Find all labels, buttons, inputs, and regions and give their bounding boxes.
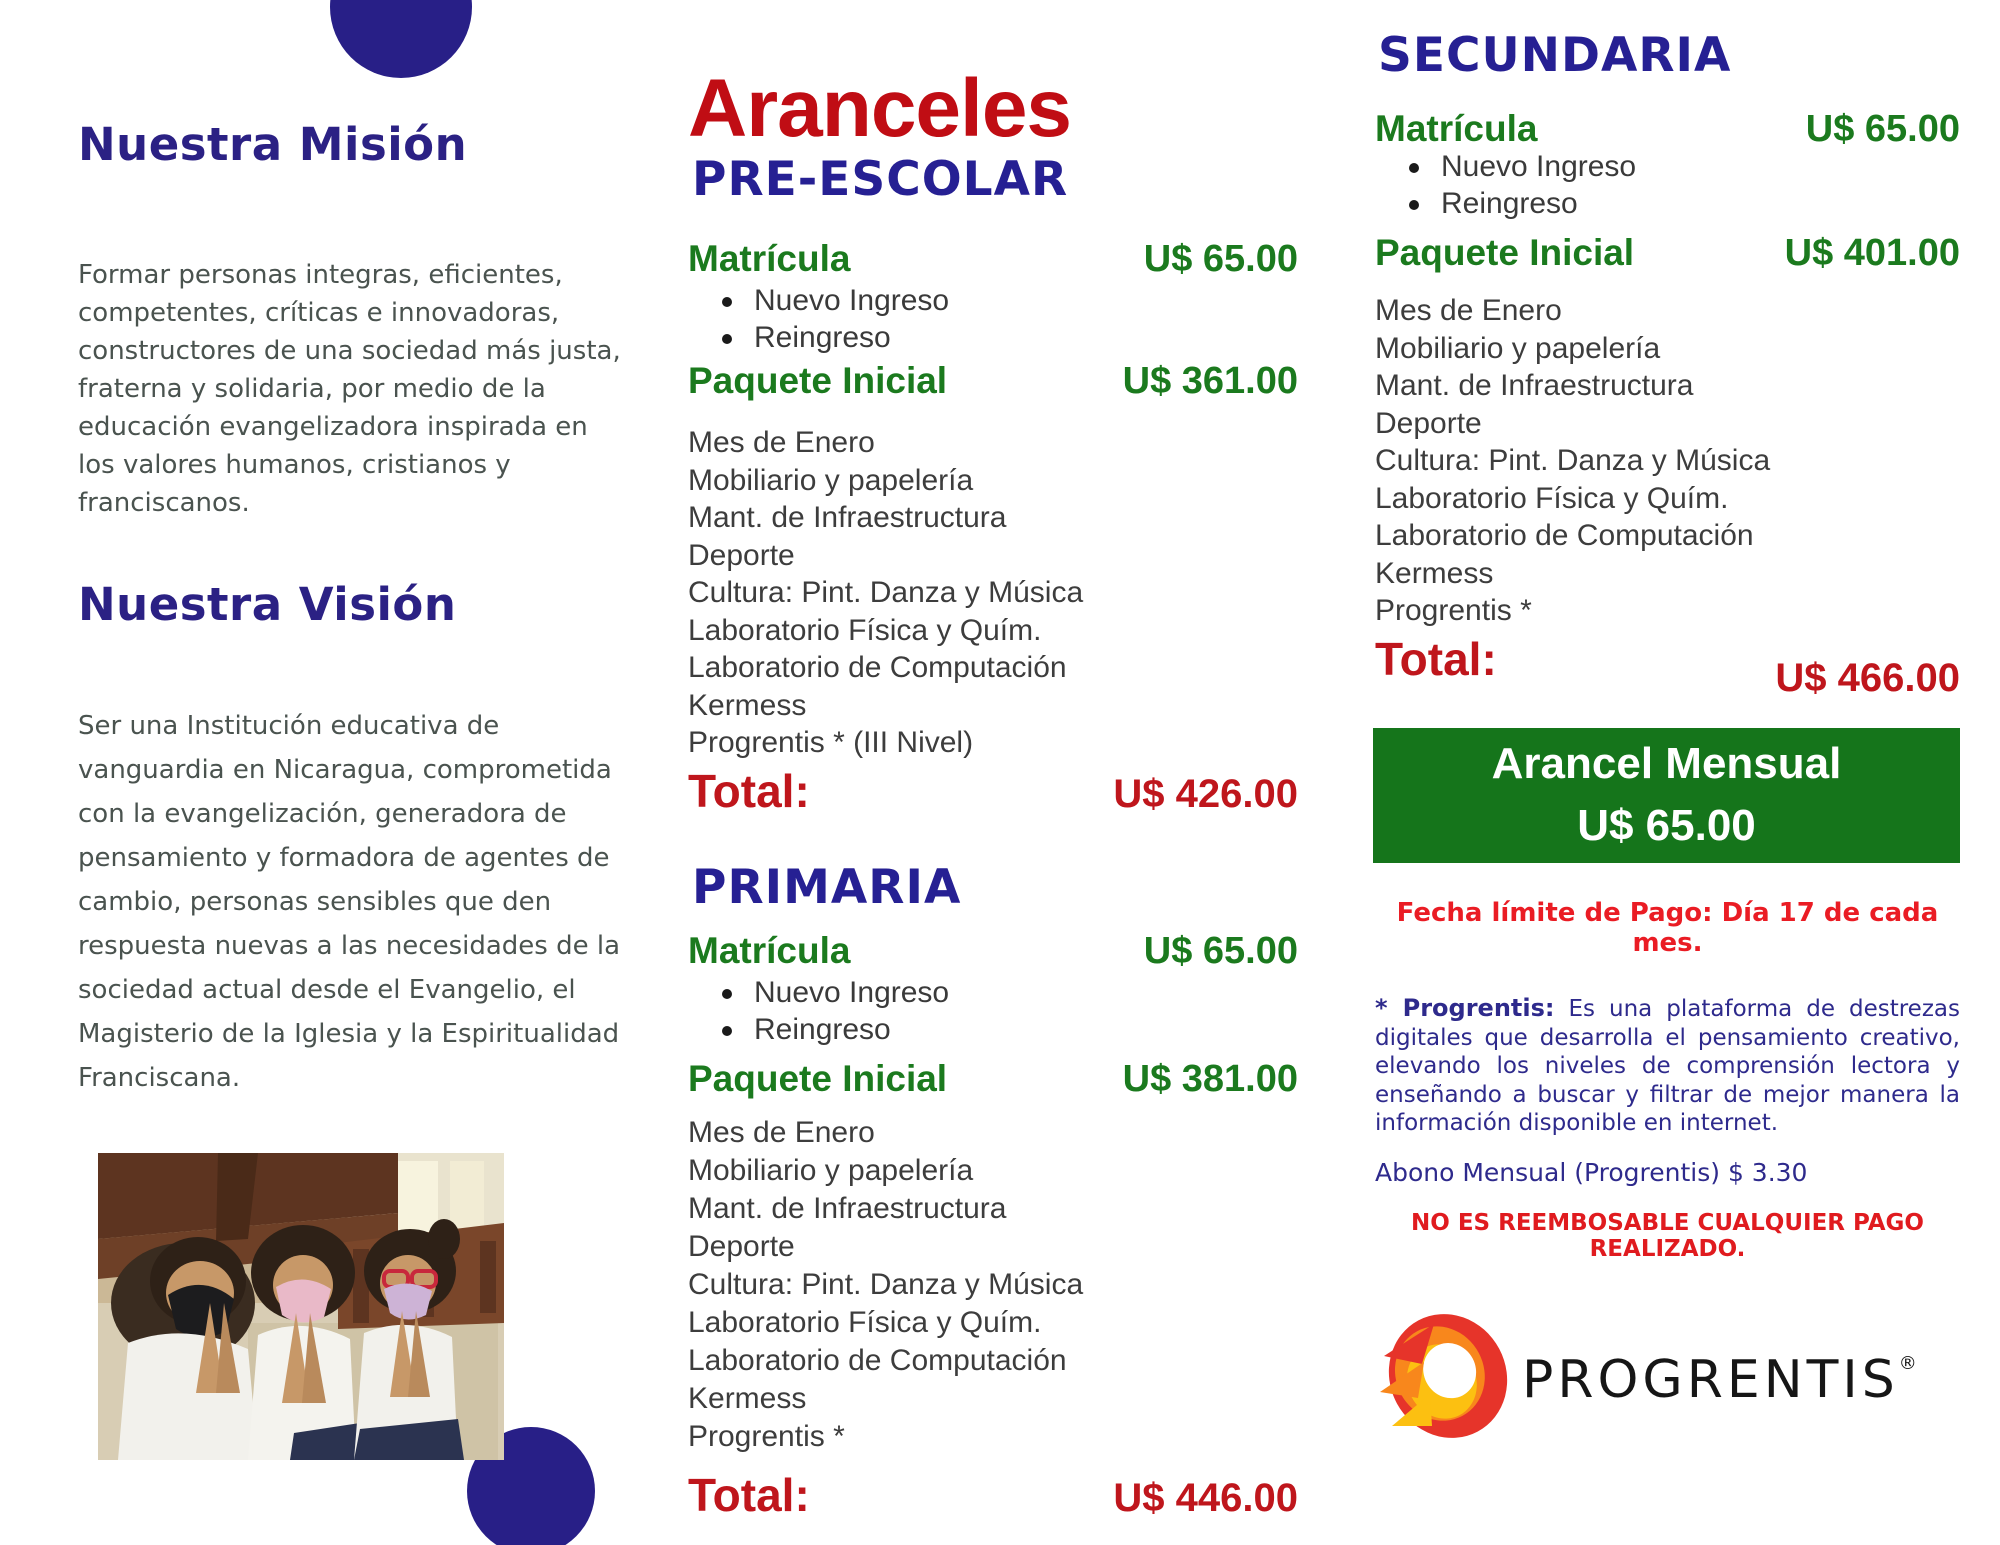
pre-escolar-items	[688, 424, 1298, 762]
primaria-items	[688, 1114, 1298, 1456]
fee-item: Deporte	[688, 1230, 795, 1263]
payment-deadline: Fecha límite de Pago: Día 17 de cada mes.	[1396, 898, 1939, 958]
list-item: Reingreso	[688, 1013, 1298, 1050]
fee-item: Deporte	[688, 538, 795, 572]
banner-amount: U$ 65.00	[1577, 801, 1756, 850]
matricula-price: U$ 65.00	[1143, 238, 1298, 280]
fee-item: Cultura: Pint. Danza y Música	[1375, 444, 1771, 477]
no-refund-warning: NO ES REEMBOSABLE CUALQUIER PAGO REALIZADO.	[1411, 1210, 1924, 1262]
fee-item: Kermess	[1375, 556, 1494, 590]
progrentis-logo-icon	[1378, 1298, 1518, 1453]
fee-item: Mobiliario y papelería	[1375, 331, 1661, 365]
matricula-price: U$ 65.00	[1805, 108, 1960, 150]
progrentis-note-lead: * Progrentis:	[1375, 994, 1555, 1022]
bullet-icon	[722, 989, 732, 999]
fee-item: Mant. de Infraestructura	[688, 501, 1007, 534]
section-title-secundaria: SECUNDARIA	[1378, 28, 1732, 83]
secundaria-paquete-row	[1375, 232, 1960, 275]
matricula-price: U$ 65.00	[1143, 930, 1298, 972]
total-label: Total:	[1375, 633, 1497, 685]
paquete-label: Paquete Inicial	[688, 1058, 948, 1099]
fee-item: Deporte	[1375, 406, 1482, 440]
total-label: Total:	[688, 765, 810, 817]
vision-text: Ser una Institución educativa de vanguardia en Nicaragua, comprometida con la evangelización, generadora de pensamiento y formadora de agentes de cambio, personas sensibles que den respuesta nuevas a las necesidades de la sociedad actual desde el Evangelio, el Magisterio de la Iglesia y la Espiritualidad Franciscana.	[78, 711, 621, 1093]
section-title-pre-escolar: PRE-ESCOLAR	[692, 152, 1069, 207]
fee-item: Mes de Enero	[688, 426, 875, 459]
monthly-fee-banner	[1373, 728, 1960, 863]
progrentis-note	[1375, 994, 1960, 1138]
fee-item: Kermess	[688, 1382, 807, 1415]
list-item: Nuevo Ingreso	[1375, 150, 1960, 187]
fee-item: Kermess	[688, 688, 807, 722]
paquete-price: U$ 361.00	[1122, 360, 1298, 402]
fee-item: Mes de Enero	[688, 1116, 875, 1149]
registered-mark: ®	[1898, 1353, 1917, 1374]
total-price: U$ 426.00	[1113, 772, 1298, 816]
banner-title: Arancel Mensual	[1491, 739, 1842, 788]
fee-item: Mant. de Infraestructura	[688, 1192, 1007, 1225]
fee-item: Laboratorio Física y Quím.	[688, 613, 1042, 647]
children-praying-photo	[98, 1153, 504, 1460]
matricula-label: Matrícula	[1375, 108, 1538, 149]
bullet-icon	[722, 297, 732, 307]
fee-item: Cultura: Pint. Danza y Música	[688, 576, 1084, 609]
pre-escolar-paquete-row	[688, 360, 1298, 403]
secundaria-total-row	[1375, 632, 1960, 700]
paquete-price: U$ 381.00	[1122, 1058, 1298, 1100]
fee-item: Progrentis *	[688, 1420, 845, 1453]
mission-title: Nuestra Misión	[78, 118, 468, 171]
list-item: Reingreso	[1375, 187, 1960, 224]
secundaria-matricula-row	[1375, 108, 1960, 151]
fee-item: Mobiliario y papelería	[688, 1154, 974, 1187]
secundaria-items	[1375, 292, 1960, 630]
fee-item: Laboratorio de Computación	[1375, 519, 1754, 552]
total-price: U$ 466.00	[1775, 656, 1960, 700]
fee-item: Laboratorio Física y Quím.	[688, 1306, 1042, 1339]
fee-item: Cultura: Pint. Danza y Música	[688, 1268, 1084, 1301]
secundaria-matricula-bullets	[1375, 150, 1960, 224]
primaria-paquete-row	[688, 1058, 1298, 1101]
fee-item: Mant. de Infraestructura	[1375, 369, 1694, 402]
fee-item: Progrentis *	[1375, 594, 1532, 627]
fee-item: Laboratorio Física y Quím.	[1375, 481, 1729, 515]
bullet-icon	[722, 1026, 732, 1036]
fee-item: Mobiliario y papelería	[688, 463, 974, 497]
pre-escolar-total-row	[688, 764, 1298, 818]
total-label: Total:	[688, 1469, 810, 1521]
progrentis-note-body: Es una plataforma de destrezas digitales que desarrolla el pensamiento creativo, elevando los niveles de comprensión lectora y enseñando a buscar y filtrar de mejor manera la información disponible en internet.	[1375, 996, 1960, 1136]
bullet-icon	[1409, 163, 1419, 173]
abono-line: Abono Mensual (Progrentis) $ 3.30	[1375, 1158, 1808, 1187]
fee-item: Mes de Enero	[1375, 294, 1562, 327]
paquete-price: U$ 401.00	[1784, 232, 1960, 274]
pre-escolar-matricula-row	[688, 238, 1298, 281]
fee-item: Laboratorio de Computación	[688, 1344, 1067, 1377]
primaria-matricula-bullets	[688, 976, 1298, 1050]
total-price: U$ 446.00	[1113, 1476, 1298, 1520]
pre-escolar-matricula-bullets	[688, 284, 1298, 358]
fee-item: Progrentis * (III Nivel)	[688, 726, 974, 759]
main-title: Aranceles	[688, 63, 1072, 154]
list-item: Nuevo Ingreso	[688, 284, 1298, 321]
primaria-matricula-row	[688, 930, 1298, 973]
decorative-circle-top	[330, 0, 472, 78]
fee-item: Laboratorio de Computación	[688, 651, 1067, 684]
bullet-icon	[1409, 200, 1419, 210]
matricula-label: Matrícula	[688, 238, 851, 279]
mission-text: Formar personas integras, eficientes, competentes, críticas e innovadoras, constructores de una sociedad más justa, fraterna y solidaria, por medio de la educación evangelizadora inspirada en los valores humanos, cristianos y franciscanos.	[78, 260, 621, 518]
vision-title: Nuestra Visión	[78, 578, 457, 631]
progrentis-wordmark: PROGRENTIS®	[1522, 1350, 1917, 1410]
primaria-total-row	[688, 1468, 1298, 1522]
list-item: Nuevo Ingreso	[688, 976, 1298, 1013]
list-item: Reingreso	[688, 321, 1298, 358]
bullet-icon	[722, 334, 732, 344]
paquete-label: Paquete Inicial	[1375, 232, 1635, 273]
section-title-primaria: PRIMARIA	[692, 860, 962, 915]
paquete-label: Paquete Inicial	[688, 360, 948, 401]
matricula-label: Matrícula	[688, 930, 851, 971]
